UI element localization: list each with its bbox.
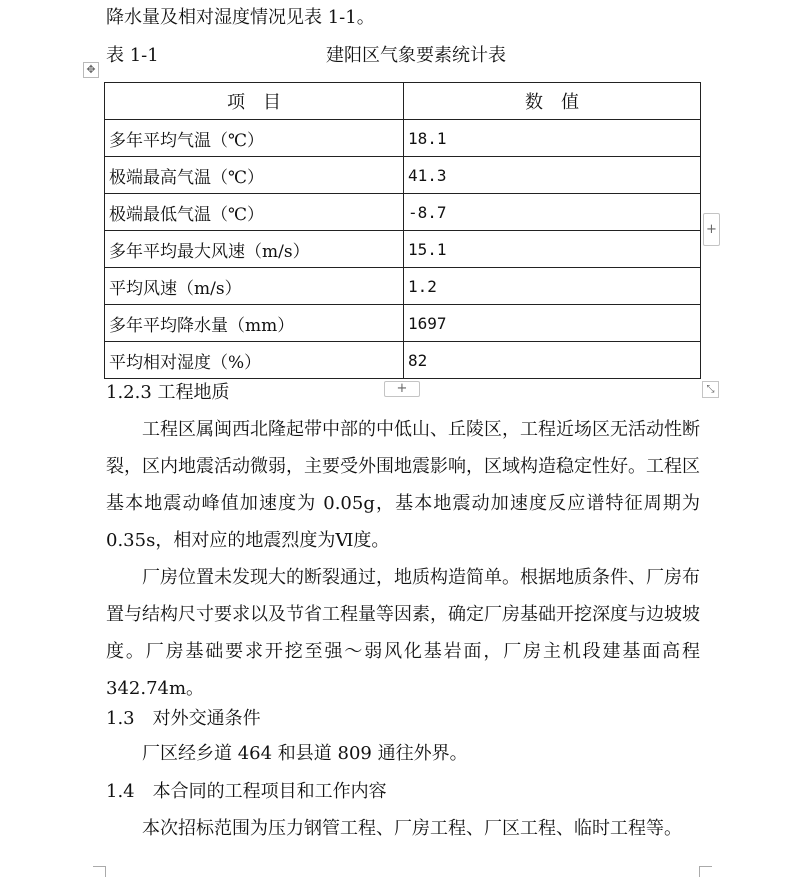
- table-row: [105, 194, 701, 231]
- traffic-heading: 1.3 对外交通条件: [106, 708, 261, 729]
- row-label: 多年平均降水量（mm）: [105, 305, 404, 342]
- row-label: 平均风速（m/s）: [105, 268, 404, 305]
- row-value: 18.1: [404, 120, 701, 157]
- row-value: 1.2: [404, 268, 701, 305]
- page-corner-mark-left: [93, 866, 106, 877]
- table-move-handle-icon[interactable]: ✥: [83, 62, 99, 78]
- row-value: -8.7: [404, 194, 701, 231]
- geology-heading: 1.2.3 工程地质: [106, 382, 230, 403]
- table-header-row: [105, 83, 701, 120]
- table-row: [105, 120, 701, 157]
- row-value: 15.1: [404, 231, 701, 268]
- header-value: 数 值: [404, 83, 701, 120]
- traffic-paragraph: 厂区经乡道 464 和县道 809 通往外界。: [142, 743, 468, 764]
- table-row: [105, 342, 701, 379]
- header-item: 项 目: [105, 83, 404, 120]
- table-resize-icon[interactable]: ⤡: [702, 381, 719, 398]
- table-caption-label: 表 1-1: [106, 45, 159, 66]
- row-value: 41.3: [404, 157, 701, 194]
- row-label: 平均相对湿度（%）: [105, 342, 404, 379]
- row-value: 82: [404, 342, 701, 379]
- scope-heading: 1.4 本合同的工程项目和工作内容: [106, 781, 387, 802]
- row-label: 多年平均最大风速（m/s）: [105, 231, 404, 268]
- scope-paragraph: 本次招标范围为压力钢管工程、厂房工程、厂区工程、临时工程等。: [142, 818, 682, 839]
- row-value: 1697: [404, 305, 701, 342]
- table-row: [105, 231, 701, 268]
- page-corner-mark-right: [699, 866, 712, 877]
- table-row: [105, 268, 701, 305]
- weather-stats-table: [104, 82, 701, 379]
- add-column-button[interactable]: +: [703, 213, 720, 246]
- table-row: [105, 157, 701, 194]
- row-label: 多年平均气温（℃）: [105, 120, 404, 157]
- geology-paragraph-1: 工程区属闽西北隆起带中部的中低山、丘陵区，工程近场区无活动性断裂，区内地震活动微弱，主要受外围地震影响，区域构造稳定性好。工程区基本地震动峰值加速度为 0.05g，基本地震动加速度反应谱特征周期为 0.35s，相对应的地震烈度为Ⅵ度。: [106, 419, 700, 551]
- row-label: 极端最高气温（℃）: [105, 157, 404, 194]
- row-label: 极端最低气温（℃）: [105, 194, 404, 231]
- table-caption-title: 建阳区气象要素统计表: [326, 45, 506, 66]
- add-row-button[interactable]: +: [384, 381, 420, 397]
- geology-paragraph-2: 厂房位置未发现大的断裂通过，地质构造简单。根据地质条件、厂房布置与结构尺寸要求以及节省工程量等因素，确定厂房基础开挖深度与边坡坡度。厂房基础要求开挖至强～弱风化基岩面，厂房主机段建基面高程 342.74m。: [106, 567, 700, 699]
- table-row: [105, 305, 701, 342]
- intro-line: 降水量及相对湿度情况见表 1-1。: [106, 7, 375, 28]
